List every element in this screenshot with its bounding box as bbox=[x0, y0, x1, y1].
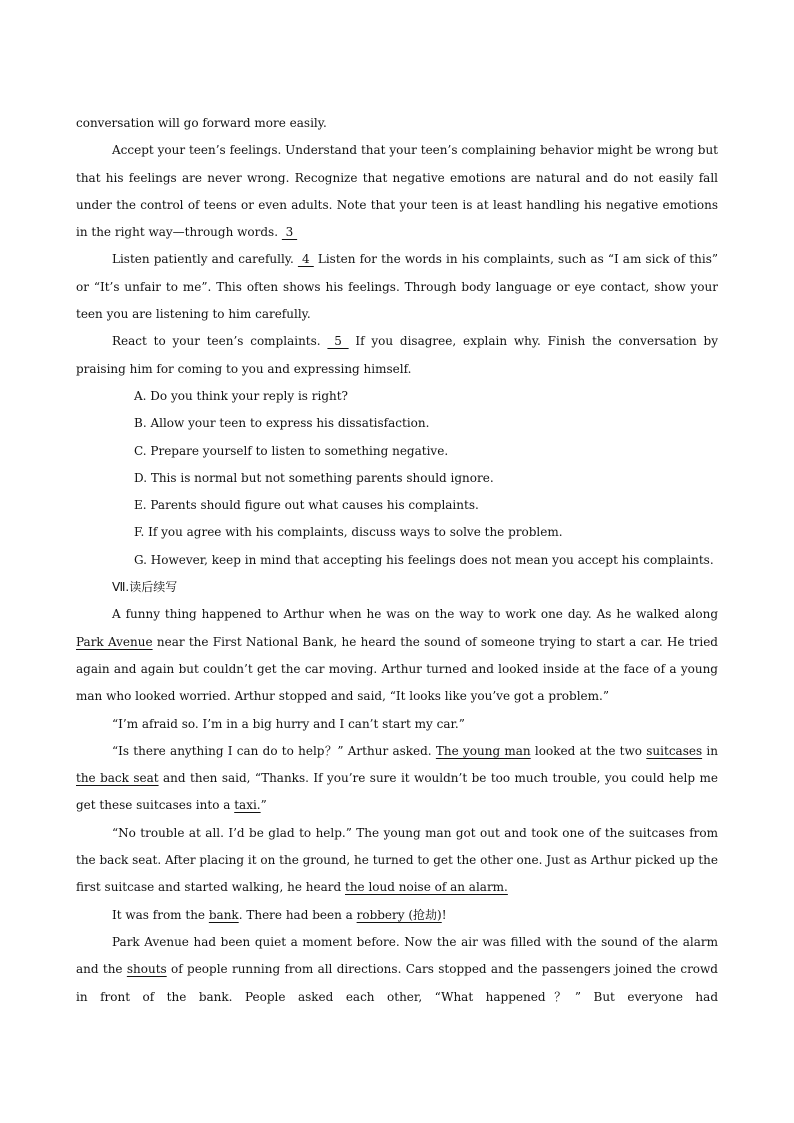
underlined-phrase: bank bbox=[208, 907, 239, 922]
document-page bbox=[76, 110, 718, 1011]
option-b: B. Allow your teen to express his dissatisfaction. bbox=[134, 416, 430, 431]
section-heading: Ⅶ.读后续写 bbox=[112, 580, 178, 595]
option-d: D. This is normal but not something parents should ignore. bbox=[134, 470, 494, 485]
story-paragraph-3: “Is there anything I can do to help？” Arthur asked. The young man looked at the two suitcases in the back seat and then said, “Thanks. If you’re sure it wouldn’t be too much trouble, you could help me get these suitcases into a taxi.” bbox=[76, 743, 718, 813]
underlined-phrase: The young man bbox=[435, 743, 531, 758]
story-paragraph-2: “I’m afraid so. I’m in a big hurry and I can’t start my car.” bbox=[112, 716, 465, 731]
blank-4: 4 bbox=[297, 252, 314, 267]
option-f: F. If you agree with his complaints, discuss ways to solve the problem. bbox=[134, 525, 563, 540]
option-e: E. Parents should figure out what causes his complaints. bbox=[134, 498, 479, 513]
paragraph-continuation: conversation will go forward more easily. bbox=[76, 116, 327, 130]
blank-5: 5 bbox=[327, 334, 349, 349]
underlined-phrase: the back seat bbox=[76, 771, 159, 786]
story-paragraph-6: Park Avenue had been quiet a moment before. Now the air was filled with the sound of the alarm and the shouts of people running from all directions. Cars stopped and the passengers joined the crowd in front of the bank. People asked each other, “What happened？” But everyone had bbox=[76, 934, 718, 1004]
blank-3: 3 bbox=[281, 225, 298, 240]
underlined-phrase: the loud noise of an alarm. bbox=[345, 880, 508, 895]
underlined-phrase: Park Avenue bbox=[76, 634, 153, 649]
paragraph-react: React to your teen’s complaints. 5 If you disagree, explain why. Finish the conversation by praising him for coming to you and expressing himself. bbox=[76, 334, 718, 376]
option-g: G. However, keep in mind that accepting his feelings does not mean you accept his complaints. bbox=[134, 552, 714, 567]
story-paragraph-1: A funny thing happened to Arthur when he was on the way to work one day. As he walked along Park Avenue near the First National Bank, he heard the sound of someone trying to start a car. He tried again and again but couldn’t get the car moving. Arthur turned and looked inside at the face of a young man who looked worried. Arthur stopped and said, “It looks like you’ve got a problem.” bbox=[76, 607, 718, 704]
paragraph-listen: Listen patiently and carefully. 4 Listen for the words in his complaints, such as “I am sick of this” or “It’s unfair to me”. This often shows his feelings. Through body language or eye contact, show your teen you are listening to him carefully. bbox=[76, 252, 718, 322]
option-c: C. Prepare yourself to listen to something negative. bbox=[134, 443, 449, 458]
option-a: A. Do you think your reply is right? bbox=[134, 388, 348, 403]
story-paragraph-4: “No trouble at all. I’d be glad to help.” The young man got out and took one of the suitcases from the back seat. After placing it on the ground, he turned to get the other one. Just as Arthur picked up the first suitcase and started walking, he heard the loud noise of an alarm. bbox=[76, 825, 718, 895]
underlined-phrase: shouts bbox=[126, 962, 167, 977]
story-paragraph-5: It was from the bank. There had been a robbery (抢劫)! bbox=[112, 907, 447, 922]
paragraph-accept-feelings: Accept your teen’s feelings. Understand that your teen’s complaining behavior might be wrong but that his feelings are never wrong. Recognize that negative emotions are natural and do not easily fall under the control of teens or even adults. Note that your teen is at least handling his negative emotions in the right way—through words. 3 bbox=[76, 143, 718, 240]
underlined-phrase: taxi. bbox=[234, 798, 261, 813]
underlined-phrase: robbery (抢劫) bbox=[356, 907, 442, 922]
underlined-phrase: suitcases bbox=[646, 743, 703, 758]
